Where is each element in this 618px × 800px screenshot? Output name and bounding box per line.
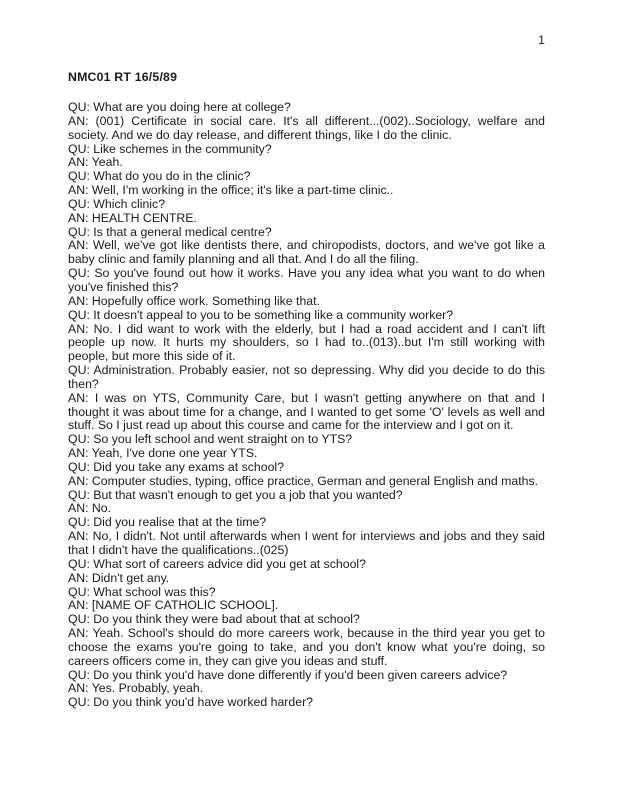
transcript-line: AN: Yeah. School's should do more careers work, because in the third year you get to choose the exams you're going to take, and you don't know what you're doing, so careers officers come in, they can give you ideas and stuff. bbox=[68, 626, 545, 668]
transcript-line: QU: Do you think you'd have worked harder? bbox=[68, 695, 314, 710]
transcript-line: AN: Well, we've got like dentists there, and chiropodists, doctors, and we've got like a baby clinic and family planning and all that. And I do all the filing. bbox=[68, 238, 545, 267]
transcript-line: QU: Do you think they were bad about that at school? bbox=[68, 612, 360, 627]
transcript-line: AN: No. bbox=[68, 501, 112, 516]
transcript-line: AN: (001) Certificate in social care. It's all different...(002)..Sociology, welfare and society. And we do day release, and different things, like I do the clinic. bbox=[68, 113, 545, 142]
transcript-line: QU: What school was this? bbox=[68, 584, 216, 599]
transcript-line: QU: Did you realise that at the time? bbox=[68, 515, 267, 530]
transcript-line: QU: But that wasn't enough to get you a job that you wanted? bbox=[68, 487, 403, 502]
document-header: NMC01 RT 16/5/89 bbox=[68, 70, 178, 84]
transcript-line: AN: Yeah. bbox=[68, 155, 123, 170]
transcript-line: AN: Computer studies, typing, office practice, German and general English and maths. bbox=[68, 473, 539, 488]
transcript-line: AN: Didn't get any. bbox=[68, 570, 170, 585]
transcript-line: AN: Hopefully office work. Something like that. bbox=[68, 293, 320, 308]
transcript-line: QU: What sort of careers advice did you get at school? bbox=[68, 556, 367, 571]
transcript-line: QU: It doesn't appeal to you to be something like a community worker? bbox=[68, 307, 454, 322]
transcript-line: AN: HEALTH CENTRE. bbox=[68, 210, 197, 225]
transcript-line: QU: Which clinic? bbox=[68, 196, 166, 211]
transcript-line: AN: Yes. Probably, yeah. bbox=[68, 681, 204, 696]
transcript-line: QU: Did you take any exams at school? bbox=[68, 459, 284, 474]
page-number: 1 bbox=[538, 33, 545, 47]
transcript-line: QU: Is that a general medical centre? bbox=[68, 224, 272, 239]
transcript-line: AN: [NAME OF CATHOLIC SCHOOL]. bbox=[68, 598, 279, 613]
transcript-line: QU: So you've found out how it works. Have you any idea what you want to do when you've finished this? bbox=[68, 266, 545, 294]
transcript-line: QU: So you left school and went straight on to YTS? bbox=[68, 432, 353, 447]
transcript-line: QU: What are you doing here at college? bbox=[68, 100, 291, 114]
transcript-line: AN: No. I did want to work with the elderly, but I had a road accident and I can't lift people up now. It hurts my shoulders, so I had to..(013)..but I'm still working with people, but more this side of it. bbox=[68, 321, 545, 364]
transcript-line: QU: Administration. Probably easier, not so depressing. Why did you decide to do this then? bbox=[68, 363, 545, 391]
transcript-line: AN: I was on YTS, Community Care, but I wasn't getting anywhere on that and I thought it was about time for a change, and I wanted to get some 'O' levels as well and stuff. So I just read up about this course and came for the interview and I got on it. bbox=[68, 390, 545, 433]
transcript-line: AN: Yeah, I've done one year YTS. bbox=[68, 446, 258, 461]
transcript-line: AN: No, I didn't. Not until afterwards when I went for interviews and jobs and they said that I didn't have the qualifications..(025) bbox=[68, 529, 545, 557]
transcript-line: QU: Do you think you'd have done differently if you'd been given careers advice? bbox=[68, 667, 508, 682]
transcript-line: QU: Like schemes in the community? bbox=[68, 141, 272, 156]
transcript-line: AN: Well, I'm working in the office; it's like a part-time clinic.. bbox=[68, 183, 394, 198]
transcript-line: QU: What do you do in the clinic? bbox=[68, 169, 251, 184]
transcript bbox=[68, 101, 545, 710]
